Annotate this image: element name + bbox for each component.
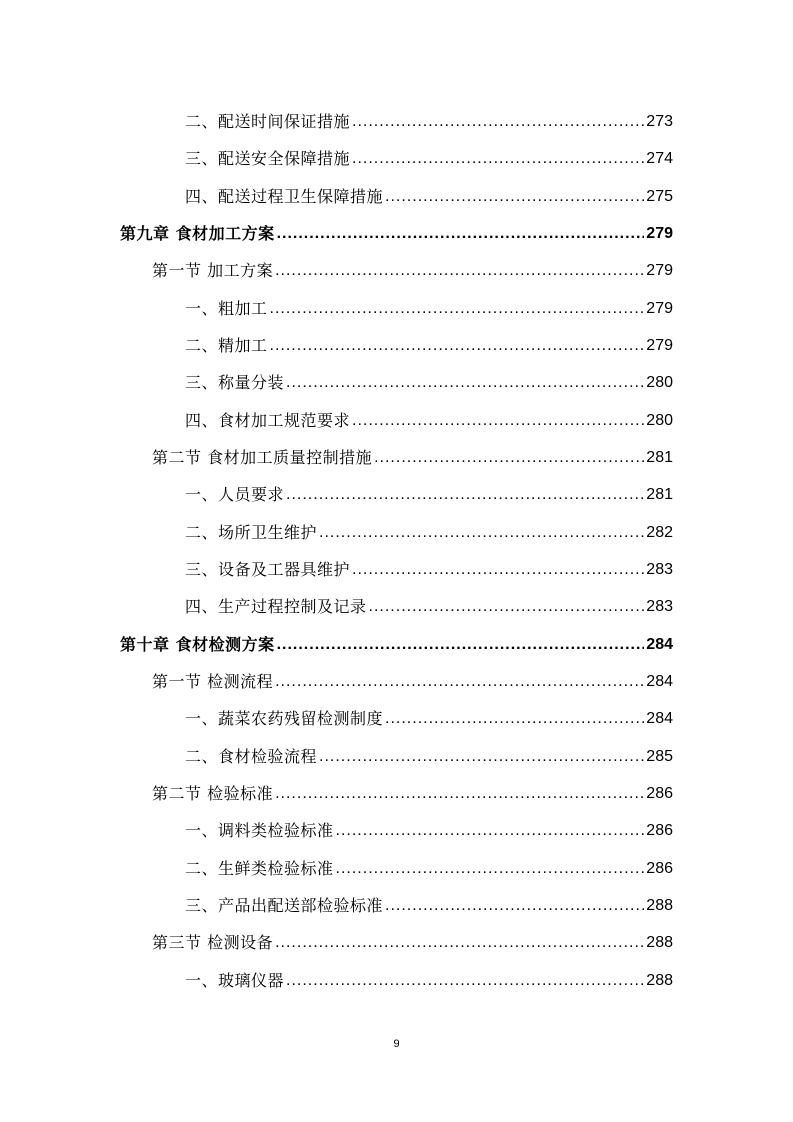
toc-section-entry[interactable] — [152, 443, 673, 473]
toc-entry-title: 二、生鲜类检验标准 — [185, 859, 334, 878]
toc-entry[interactable] — [185, 816, 673, 846]
toc-entry[interactable] — [185, 518, 673, 548]
toc-entry-page: 279 — [646, 337, 673, 354]
toc-entry-page: 274 — [646, 150, 673, 167]
toc-entry[interactable] — [185, 368, 673, 398]
toc-entry-page: 280 — [646, 374, 673, 391]
toc-entry[interactable] — [185, 854, 673, 884]
toc-entry-title: 一、粗加工 — [185, 299, 268, 318]
toc-entry-title: 第一节 加工方案 — [152, 261, 274, 280]
toc-entry-page: 284 — [646, 636, 673, 653]
toc-entry-title: 四、生产过程控制及记录 — [185, 597, 367, 616]
dot-leader — [385, 182, 644, 212]
dot-leader — [352, 555, 644, 585]
dot-leader — [374, 443, 644, 473]
toc-entry[interactable] — [185, 966, 673, 996]
toc-entry-page: 286 — [646, 822, 673, 839]
dot-leader — [275, 928, 644, 958]
toc-section-entry[interactable] — [152, 928, 673, 958]
toc-entry-title: 第九章 食材加工方案 — [120, 224, 275, 243]
dot-leader — [275, 256, 644, 286]
dot-leader — [277, 630, 645, 660]
toc-entry[interactable] — [185, 555, 673, 585]
dot-leader — [270, 331, 645, 361]
toc-entry[interactable] — [185, 406, 673, 436]
toc-entry-page: 286 — [646, 860, 673, 877]
dot-leader — [275, 667, 644, 697]
toc-entry[interactable] — [185, 592, 673, 622]
toc-entry-title: 二、配送时间保证措施 — [185, 112, 351, 131]
toc-entry-page: 288 — [646, 897, 673, 914]
toc-entry-title: 三、产品出配送部检验标准 — [185, 896, 384, 915]
dot-leader — [352, 144, 644, 174]
dot-leader — [352, 406, 644, 436]
toc-entry-title: 一、人员要求 — [185, 485, 285, 504]
toc-entry-title: 二、精加工 — [185, 336, 268, 355]
dot-leader — [277, 219, 645, 249]
toc-chapter-entry[interactable] — [120, 219, 673, 249]
dot-leader — [286, 966, 644, 996]
dot-leader — [319, 742, 644, 772]
dot-leader — [275, 779, 644, 809]
toc-entry-page: 275 — [646, 188, 673, 205]
dot-leader — [270, 294, 645, 324]
toc-entry-page: 282 — [646, 524, 673, 541]
dot-leader — [336, 816, 645, 846]
toc-entry-title: 三、配送安全保障措施 — [185, 149, 351, 168]
toc-entry-page: 281 — [646, 486, 673, 503]
dot-leader — [369, 592, 645, 622]
toc-entry[interactable] — [185, 742, 673, 772]
toc-entry-title: 三、设备及工器具维护 — [185, 560, 351, 579]
toc-entry-page: 284 — [646, 710, 673, 727]
toc-entry-page: 288 — [646, 934, 673, 951]
toc-entry-title: 二、食材检验流程 — [185, 747, 318, 766]
toc-entry[interactable] — [185, 891, 673, 921]
toc-entry[interactable] — [185, 107, 673, 137]
toc-entry[interactable] — [185, 331, 673, 361]
toc-entry[interactable] — [185, 480, 673, 510]
toc-entry[interactable] — [185, 182, 673, 212]
toc-entry-page: 288 — [646, 972, 673, 989]
dot-leader — [352, 107, 644, 137]
toc-entry-title: 四、食材加工规范要求 — [185, 411, 351, 430]
toc-entry-title: 三、称量分装 — [185, 373, 285, 392]
toc-entry-title: 第二节 食材加工质量控制措施 — [152, 448, 373, 467]
toc-entry-title: 一、蔬菜农药残留检测制度 — [185, 709, 384, 728]
dot-leader — [385, 891, 644, 921]
toc-section-entry[interactable] — [152, 667, 673, 697]
toc-entry-page: 279 — [646, 300, 673, 317]
toc-entry-title: 第二节 检验标准 — [152, 784, 274, 803]
toc-entry-page: 279 — [646, 262, 673, 279]
dot-leader — [286, 480, 644, 510]
toc-entry-page: 273 — [646, 113, 673, 130]
toc-entry[interactable] — [185, 704, 673, 734]
toc-entry-page: 280 — [646, 412, 673, 429]
toc-entry[interactable] — [185, 144, 673, 174]
toc-section-entry[interactable] — [152, 256, 673, 286]
toc-entry-page: 284 — [646, 673, 673, 690]
toc-section-entry[interactable] — [152, 779, 673, 809]
toc-entry-title: 四、配送过程卫生保障措施 — [185, 187, 384, 206]
toc-entry-page: 283 — [646, 598, 673, 615]
toc-entry-title: 第一节 检测流程 — [152, 672, 274, 691]
toc-entry-title: 一、调料类检验标准 — [185, 821, 334, 840]
toc-entry-page: 283 — [646, 561, 673, 578]
dot-leader — [336, 854, 645, 884]
toc-entry-title: 二、场所卫生维护 — [185, 523, 318, 542]
toc-entry-title: 第三节 检测设备 — [152, 933, 274, 952]
toc-entry-title: 一、玻璃仪器 — [185, 971, 285, 990]
dot-leader — [286, 368, 644, 398]
toc-entry[interactable] — [185, 294, 673, 324]
dot-leader — [385, 704, 644, 734]
dot-leader — [319, 518, 644, 548]
page-number: 9 — [393, 1038, 400, 1050]
toc-entry-page: 285 — [646, 748, 673, 765]
toc-entry-title: 第十章 食材检测方案 — [120, 635, 275, 654]
toc-chapter-entry[interactable] — [120, 630, 673, 660]
toc-entry-page: 286 — [646, 785, 673, 802]
toc-entry-page: 279 — [646, 225, 673, 242]
toc-entry-page: 281 — [646, 449, 673, 466]
